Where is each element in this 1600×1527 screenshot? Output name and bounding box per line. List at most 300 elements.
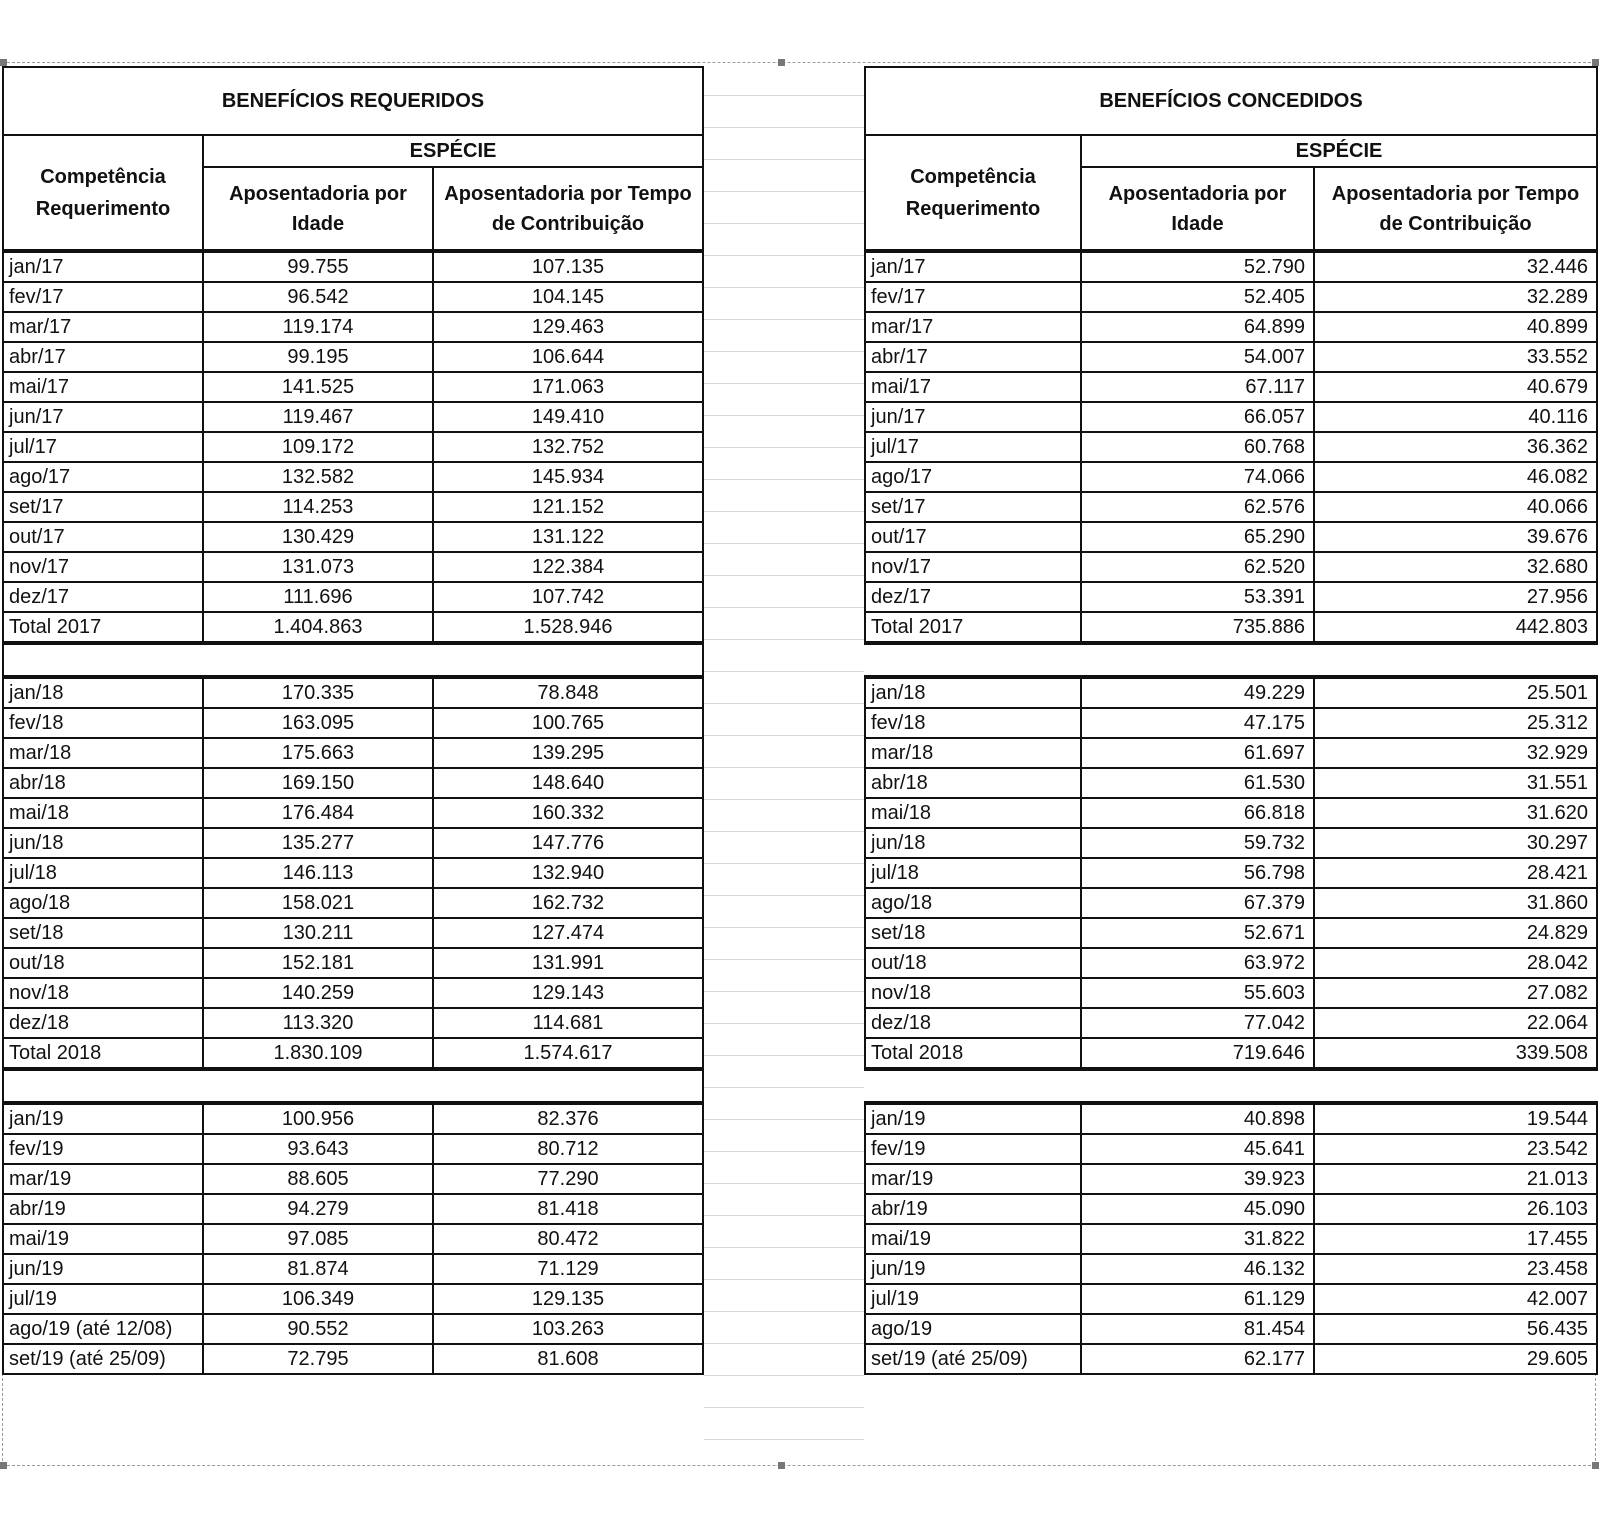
cell-competencia[interactable]: Total 2017 (3, 612, 203, 643)
cell-competencia[interactable]: mar/17 (3, 312, 203, 342)
cell-competencia[interactable]: abr/17 (865, 342, 1081, 372)
cell-competencia[interactable]: abr/17 (3, 342, 203, 372)
cell-tempo[interactable]: 100.765 (433, 708, 703, 738)
cell-competencia[interactable]: mar/19 (3, 1164, 203, 1194)
table-row (865, 798, 1597, 828)
cell-competencia[interactable]: mar/19 (865, 1164, 1081, 1194)
cell-idade[interactable]: 176.484 (203, 798, 433, 828)
cell-idade[interactable]: 62.177 (1081, 1344, 1314, 1374)
table-row (3, 432, 703, 462)
table-row (3, 1164, 703, 1194)
cell-tempo[interactable]: 56.435 (1314, 1314, 1597, 1344)
cell-idade[interactable]: 66.818 (1081, 798, 1314, 828)
cell-idade[interactable]: 39.923 (1081, 1164, 1314, 1194)
cell-tempo[interactable]: 25.312 (1314, 708, 1597, 738)
cell-idade[interactable]: 61.530 (1081, 768, 1314, 798)
cell-idade[interactable]: 130.429 (203, 522, 433, 552)
cell-tempo[interactable]: 131.991 (433, 948, 703, 978)
cell-tempo[interactable]: 103.263 (433, 1314, 703, 1344)
cell-tempo[interactable]: 147.776 (433, 828, 703, 858)
cell-competencia[interactable]: jul/17 (3, 432, 203, 462)
table-row (3, 372, 703, 402)
cell-competencia[interactable]: jun/19 (3, 1254, 203, 1284)
cell-tempo[interactable]: 106.644 (433, 342, 703, 372)
cell-tempo[interactable]: 42.007 (1314, 1284, 1597, 1314)
cell-idade[interactable]: 99.755 (203, 251, 433, 282)
cell-tempo[interactable]: 40.899 (1314, 312, 1597, 342)
table-row (865, 492, 1597, 522)
total-row (3, 612, 703, 643)
table-row (3, 1254, 703, 1284)
cell-idade[interactable]: 131.073 (203, 552, 433, 582)
cell-idade[interactable]: 96.542 (203, 282, 433, 312)
table-row (865, 282, 1597, 312)
cell-idade[interactable]: 90.552 (203, 1314, 433, 1344)
cell-competencia[interactable]: nov/18 (865, 978, 1081, 1008)
table-beneficios-concedidos (864, 66, 1598, 1375)
table-row (865, 372, 1597, 402)
table-row (3, 948, 703, 978)
cell-idade[interactable]: 132.582 (203, 462, 433, 492)
cell-competencia[interactable]: set/18 (865, 918, 1081, 948)
cell-idade[interactable]: 152.181 (203, 948, 433, 978)
cell-tempo[interactable]: 132.940 (433, 858, 703, 888)
table-row (3, 677, 703, 708)
table-row (3, 1284, 703, 1314)
cell-idade[interactable]: 1.404.863 (203, 612, 433, 643)
table-row (865, 1134, 1597, 1164)
cell-tempo[interactable]: 107.742 (433, 582, 703, 612)
table-row (865, 828, 1597, 858)
spacer-row (3, 1069, 703, 1103)
cell-idade[interactable]: 65.290 (1081, 522, 1314, 552)
cell-competencia[interactable]: jul/19 (865, 1284, 1081, 1314)
cell-idade[interactable]: 94.279 (203, 1194, 433, 1224)
cell-competencia[interactable]: ago/19 (até 12/08) (3, 1314, 203, 1344)
cell-idade[interactable]: 130.211 (203, 918, 433, 948)
table-row (3, 1344, 703, 1374)
cell-idade[interactable]: 52.790 (1081, 251, 1314, 282)
table-row (3, 1103, 703, 1134)
table-row (865, 462, 1597, 492)
cell-idade[interactable]: 169.150 (203, 768, 433, 798)
cell-tempo[interactable]: 46.082 (1314, 462, 1597, 492)
cell-tempo[interactable]: 148.640 (433, 768, 703, 798)
cell-competencia[interactable]: fev/18 (3, 708, 203, 738)
cell-competencia[interactable]: out/17 (3, 522, 203, 552)
cell-competencia[interactable]: fev/17 (3, 282, 203, 312)
cell-competencia[interactable]: abr/19 (3, 1194, 203, 1224)
cell-idade[interactable]: 67.117 (1081, 372, 1314, 402)
cell-competencia[interactable]: jan/19 (3, 1103, 203, 1134)
cell-tempo[interactable]: 78.848 (433, 677, 703, 708)
table-row (3, 1314, 703, 1344)
cell-idade[interactable]: 31.822 (1081, 1224, 1314, 1254)
cell-tempo[interactable]: 129.463 (433, 312, 703, 342)
cell-tempo[interactable]: 31.620 (1314, 798, 1597, 828)
table-row (865, 1314, 1597, 1344)
table-row (3, 1134, 703, 1164)
cell-tempo[interactable]: 71.129 (433, 1254, 703, 1284)
cell-idade[interactable]: 49.229 (1081, 677, 1314, 708)
cell-competencia[interactable]: abr/18 (3, 768, 203, 798)
table-row (865, 522, 1597, 552)
cell-competencia[interactable]: mai/18 (865, 798, 1081, 828)
cell-competencia[interactable]: fev/19 (865, 1134, 1081, 1164)
table-row (3, 282, 703, 312)
cell-idade[interactable]: 119.174 (203, 312, 433, 342)
cell-idade[interactable]: 81.454 (1081, 1314, 1314, 1344)
cell-competencia[interactable]: mar/18 (865, 738, 1081, 768)
table-row (865, 251, 1597, 282)
table-row (3, 342, 703, 372)
cell-idade[interactable]: 158.021 (203, 888, 433, 918)
cell-idade[interactable]: 74.066 (1081, 462, 1314, 492)
cell-tempo[interactable]: 24.829 (1314, 918, 1597, 948)
cell-idade[interactable]: 52.405 (1081, 282, 1314, 312)
cell-idade[interactable]: 113.320 (203, 1008, 433, 1038)
cell-competencia[interactable]: mar/18 (3, 738, 203, 768)
cell-tempo[interactable]: 107.135 (433, 251, 703, 282)
cell-competencia[interactable]: dez/18 (3, 1008, 203, 1038)
cell-competencia[interactable]: Total 2018 (3, 1038, 203, 1069)
cell-competencia[interactable]: jun/17 (3, 402, 203, 432)
cell-competencia[interactable]: set/19 (até 25/09) (865, 1344, 1081, 1374)
table-row (3, 978, 703, 1008)
cell-tempo[interactable]: 29.605 (1314, 1344, 1597, 1374)
cell-competencia[interactable]: mai/17 (865, 372, 1081, 402)
cell-idade[interactable]: 81.874 (203, 1254, 433, 1284)
cell-idade[interactable]: 735.886 (1081, 612, 1314, 643)
cell-tempo[interactable]: 122.384 (433, 552, 703, 582)
cell-tempo[interactable]: 160.332 (433, 798, 703, 828)
cell-tempo[interactable]: 40.679 (1314, 372, 1597, 402)
cell-idade[interactable]: 60.768 (1081, 432, 1314, 462)
cell-tempo[interactable]: 40.066 (1314, 492, 1597, 522)
table-row (3, 738, 703, 768)
cell-tempo[interactable]: 104.145 (433, 282, 703, 312)
cell-tempo[interactable]: 81.608 (433, 1344, 703, 1374)
cell-competencia[interactable]: mai/17 (3, 372, 203, 402)
cell-competencia[interactable]: set/17 (865, 492, 1081, 522)
cell-competencia[interactable]: set/18 (3, 918, 203, 948)
cell-competencia[interactable]: fev/19 (3, 1134, 203, 1164)
table-row (3, 858, 703, 888)
cell-idade[interactable]: 45.090 (1081, 1194, 1314, 1224)
table-row (3, 1008, 703, 1038)
cell-idade[interactable]: 114.253 (203, 492, 433, 522)
cell-tempo[interactable]: 442.803 (1314, 612, 1597, 643)
header-tempo: Aposentadoria por Tempo de Contribuição (1314, 167, 1597, 251)
cell-idade[interactable]: 175.663 (203, 738, 433, 768)
header-idade: Aposentadoria por Idade (203, 167, 433, 251)
cell-tempo[interactable]: 31.860 (1314, 888, 1597, 918)
table-title: BENEFÍCIOS CONCEDIDOS (865, 67, 1597, 135)
table-row (865, 677, 1597, 708)
spacer-row (865, 643, 1597, 677)
cell-idade[interactable]: 140.259 (203, 978, 433, 1008)
cell-idade[interactable]: 45.641 (1081, 1134, 1314, 1164)
cell-competencia[interactable]: jun/18 (3, 828, 203, 858)
table-row (865, 1194, 1597, 1224)
table-row (3, 828, 703, 858)
table-row (865, 708, 1597, 738)
header-especie: ESPÉCIE (1081, 135, 1597, 167)
cell-tempo[interactable]: 139.295 (433, 738, 703, 768)
cell-idade[interactable]: 93.643 (203, 1134, 433, 1164)
cell-tempo[interactable]: 39.676 (1314, 522, 1597, 552)
cell-tempo[interactable]: 80.472 (433, 1224, 703, 1254)
cell-competencia[interactable]: jun/19 (865, 1254, 1081, 1284)
total-row (3, 1038, 703, 1069)
cell-competencia[interactable]: ago/17 (865, 462, 1081, 492)
cell-idade[interactable]: 170.335 (203, 677, 433, 708)
cell-tempo[interactable]: 32.929 (1314, 738, 1597, 768)
cell-competencia[interactable]: mai/19 (865, 1224, 1081, 1254)
table-row (865, 1224, 1597, 1254)
resize-handle[interactable] (1592, 59, 1599, 66)
cell-tempo[interactable]: 21.013 (1314, 1164, 1597, 1194)
table-row (865, 1284, 1597, 1314)
cell-idade[interactable]: 141.525 (203, 372, 433, 402)
cell-competencia[interactable]: mai/19 (3, 1224, 203, 1254)
table-row (865, 1344, 1597, 1374)
cell-idade[interactable]: 88.605 (203, 1164, 433, 1194)
cell-tempo[interactable]: 28.042 (1314, 948, 1597, 978)
cell-tempo[interactable]: 32.289 (1314, 282, 1597, 312)
cell-tempo[interactable]: 121.152 (433, 492, 703, 522)
cell-competencia[interactable]: out/18 (3, 948, 203, 978)
cell-competencia[interactable]: ago/19 (865, 1314, 1081, 1344)
cell-competencia[interactable]: jul/18 (865, 858, 1081, 888)
cell-idade[interactable]: 55.603 (1081, 978, 1314, 1008)
cell-idade[interactable]: 66.057 (1081, 402, 1314, 432)
cell-tempo[interactable]: 1.528.946 (433, 612, 703, 643)
cell-idade[interactable]: 61.697 (1081, 738, 1314, 768)
table-row (3, 798, 703, 828)
table-row (3, 251, 703, 282)
cell-competencia[interactable]: nov/17 (3, 552, 203, 582)
table-row (865, 582, 1597, 612)
cell-tempo[interactable]: 26.103 (1314, 1194, 1597, 1224)
cell-competencia[interactable]: out/17 (865, 522, 1081, 552)
table-row (3, 1224, 703, 1254)
table-beneficios-requeridos (2, 66, 704, 1375)
table-row (3, 552, 703, 582)
cell-idade[interactable]: 106.349 (203, 1284, 433, 1314)
cell-tempo[interactable]: 129.135 (433, 1284, 703, 1314)
cell-idade[interactable]: 135.277 (203, 828, 433, 858)
cell-competencia[interactable]: jul/18 (3, 858, 203, 888)
cell-competencia[interactable]: ago/18 (865, 888, 1081, 918)
cell-tempo[interactable]: 19.544 (1314, 1103, 1597, 1134)
cell-competencia[interactable]: fev/18 (865, 708, 1081, 738)
cell-competencia[interactable]: out/18 (865, 948, 1081, 978)
cell-competencia[interactable]: jul/17 (865, 432, 1081, 462)
table-row (865, 432, 1597, 462)
cell-competencia[interactable]: jan/19 (865, 1103, 1081, 1134)
cell-competencia[interactable]: abr/19 (865, 1194, 1081, 1224)
header-competencia: Competência Requerimento (865, 135, 1081, 251)
cell-idade[interactable]: 97.085 (203, 1224, 433, 1254)
cell-competencia[interactable]: dez/17 (865, 582, 1081, 612)
cell-tempo[interactable]: 80.712 (433, 1134, 703, 1164)
cell-competencia[interactable]: mar/17 (865, 312, 1081, 342)
cell-tempo[interactable]: 171.063 (433, 372, 703, 402)
cell-idade[interactable]: 59.732 (1081, 828, 1314, 858)
cell-competencia[interactable]: jan/17 (3, 251, 203, 282)
cell-tempo[interactable]: 131.122 (433, 522, 703, 552)
cell-idade[interactable]: 77.042 (1081, 1008, 1314, 1038)
cell-idade[interactable]: 119.467 (203, 402, 433, 432)
cell-competencia[interactable]: jan/18 (3, 677, 203, 708)
cell-competencia[interactable]: ago/18 (3, 888, 203, 918)
cell-competencia[interactable]: fev/17 (865, 282, 1081, 312)
cell-tempo[interactable]: 129.143 (433, 978, 703, 1008)
cell-competencia[interactable]: set/17 (3, 492, 203, 522)
table-row (3, 462, 703, 492)
cell-competencia[interactable]: Total 2018 (865, 1038, 1081, 1069)
cell-idade[interactable]: 46.132 (1081, 1254, 1314, 1284)
cell-tempo[interactable]: 23.542 (1314, 1134, 1597, 1164)
header-idade: Aposentadoria por Idade (1081, 167, 1314, 251)
cell-idade[interactable]: 63.972 (1081, 948, 1314, 978)
cell-idade[interactable]: 99.195 (203, 342, 433, 372)
table-row (865, 978, 1597, 1008)
cell-tempo[interactable]: 27.082 (1314, 978, 1597, 1008)
cell-tempo[interactable]: 339.508 (1314, 1038, 1597, 1069)
cell-idade[interactable]: 163.095 (203, 708, 433, 738)
table-row (865, 858, 1597, 888)
cell-tempo[interactable]: 114.681 (433, 1008, 703, 1038)
cell-tempo[interactable]: 23.458 (1314, 1254, 1597, 1284)
cell-tempo[interactable]: 27.956 (1314, 582, 1597, 612)
cell-idade[interactable]: 40.898 (1081, 1103, 1314, 1134)
header-especie: ESPÉCIE (203, 135, 703, 167)
cell-competencia[interactable]: nov/18 (3, 978, 203, 1008)
table-row (865, 1164, 1597, 1194)
cell-idade[interactable]: 146.113 (203, 858, 433, 888)
table-row (3, 768, 703, 798)
table-row (865, 948, 1597, 978)
cell-competencia[interactable]: dez/17 (3, 582, 203, 612)
table-row (865, 888, 1597, 918)
table-row (865, 1254, 1597, 1284)
table-row (865, 918, 1597, 948)
cell-tempo[interactable]: 32.680 (1314, 552, 1597, 582)
cell-tempo[interactable]: 77.290 (433, 1164, 703, 1194)
cell-tempo[interactable]: 22.064 (1314, 1008, 1597, 1038)
total-row (865, 1038, 1597, 1069)
cell-tempo[interactable]: 36.362 (1314, 432, 1597, 462)
table-row (865, 738, 1597, 768)
cell-tempo[interactable]: 32.446 (1314, 251, 1597, 282)
cell-tempo[interactable]: 162.732 (433, 888, 703, 918)
cell-tempo[interactable]: 127.474 (433, 918, 703, 948)
cell-tempo[interactable]: 30.297 (1314, 828, 1597, 858)
cell-idade[interactable]: 56.798 (1081, 858, 1314, 888)
table-row (3, 888, 703, 918)
cell-tempo[interactable]: 149.410 (433, 402, 703, 432)
table-row (865, 342, 1597, 372)
cell-idade[interactable]: 1.830.109 (203, 1038, 433, 1069)
cell-competencia[interactable]: jan/17 (865, 251, 1081, 282)
table-row (3, 1194, 703, 1224)
cell-idade[interactable]: 52.671 (1081, 918, 1314, 948)
cell-competencia[interactable]: dez/18 (865, 1008, 1081, 1038)
empty-cell (865, 1069, 1597, 1103)
table-row (865, 402, 1597, 432)
cell-tempo[interactable]: 28.421 (1314, 858, 1597, 888)
cell-idade[interactable]: 54.007 (1081, 342, 1314, 372)
table-title: BENEFÍCIOS REQUERIDOS (3, 67, 703, 135)
cell-tempo[interactable]: 81.418 (433, 1194, 703, 1224)
cell-idade[interactable]: 64.899 (1081, 312, 1314, 342)
table-row (3, 492, 703, 522)
cell-idade[interactable]: 53.391 (1081, 582, 1314, 612)
table-row (3, 918, 703, 948)
cell-idade[interactable]: 62.576 (1081, 492, 1314, 522)
cell-competencia[interactable]: jun/18 (865, 828, 1081, 858)
cell-idade[interactable]: 47.175 (1081, 708, 1314, 738)
cell-tempo[interactable]: 145.934 (433, 462, 703, 492)
cell-idade[interactable]: 100.956 (203, 1103, 433, 1134)
resize-handle[interactable] (1592, 1462, 1599, 1469)
table-row (865, 552, 1597, 582)
cell-idade[interactable]: 67.379 (1081, 888, 1314, 918)
cell-tempo[interactable]: 17.455 (1314, 1224, 1597, 1254)
table-row (3, 522, 703, 552)
cell-idade[interactable]: 719.646 (1081, 1038, 1314, 1069)
cell-competencia[interactable]: jul/19 (3, 1284, 203, 1314)
cell-idade[interactable]: 111.696 (203, 582, 433, 612)
empty-cell (3, 1069, 703, 1103)
cell-idade[interactable]: 72.795 (203, 1344, 433, 1374)
cell-competencia[interactable]: abr/18 (865, 768, 1081, 798)
header-tempo: Aposentadoria por Tempo de Contribuição (433, 167, 703, 251)
cell-competencia[interactable]: nov/17 (865, 552, 1081, 582)
resize-handle[interactable] (0, 1462, 7, 1469)
cell-tempo[interactable]: 132.752 (433, 432, 703, 462)
cell-tempo[interactable]: 1.574.617 (433, 1038, 703, 1069)
empty-cell (3, 643, 703, 677)
table-row (3, 582, 703, 612)
table-row (865, 312, 1597, 342)
cell-tempo[interactable]: 33.552 (1314, 342, 1597, 372)
cell-competencia[interactable]: jan/18 (865, 677, 1081, 708)
cell-tempo[interactable]: 40.116 (1314, 402, 1597, 432)
spacer-row (865, 1069, 1597, 1103)
cell-tempo[interactable]: 82.376 (433, 1103, 703, 1134)
cell-competencia[interactable]: set/19 (até 25/09) (3, 1344, 203, 1374)
cell-idade[interactable]: 109.172 (203, 432, 433, 462)
cell-competencia[interactable]: jun/17 (865, 402, 1081, 432)
cell-competencia[interactable]: Total 2017 (865, 612, 1081, 643)
cell-idade[interactable]: 62.520 (1081, 552, 1314, 582)
table-row (865, 768, 1597, 798)
spacer-row (3, 643, 703, 677)
table-row (3, 312, 703, 342)
cell-competencia[interactable]: mai/18 (3, 798, 203, 828)
cell-tempo[interactable]: 25.501 (1314, 677, 1597, 708)
cell-competencia[interactable]: ago/17 (3, 462, 203, 492)
cell-tempo[interactable]: 31.551 (1314, 768, 1597, 798)
cell-idade[interactable]: 61.129 (1081, 1284, 1314, 1314)
empty-gridlines (704, 64, 864, 1464)
empty-cell (865, 643, 1597, 677)
header-competencia: Competência Requerimento (3, 135, 203, 251)
resize-handle[interactable] (0, 59, 7, 66)
